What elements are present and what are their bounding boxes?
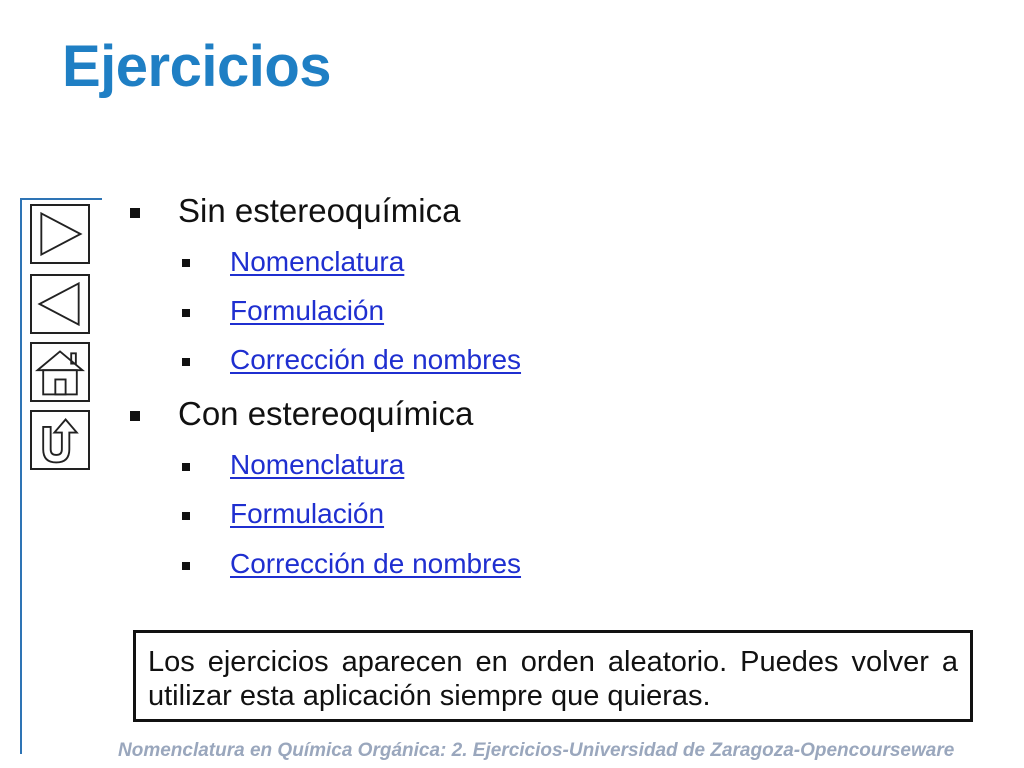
bullet xyxy=(182,309,190,317)
bullet xyxy=(182,358,190,366)
section-heading-sin-estereoquimica: Sin estereoquímica xyxy=(178,192,461,229)
bullet-section-1 xyxy=(130,208,140,218)
next-icon xyxy=(32,206,88,262)
link-formulacion-con[interactable]: Formulación xyxy=(230,498,385,529)
section-heading-con-estereoquimica: Con estereoquímica xyxy=(178,395,474,432)
footer-text: Nomenclatura en Química Orgánica: 2. Ejercicios-Universidad de Zaragoza-Opencourseware xyxy=(118,740,955,761)
link-nomenclatura-sin[interactable]: Nomenclatura xyxy=(230,246,405,277)
slide-title: Ejercicios xyxy=(62,34,332,99)
bullet xyxy=(182,463,190,471)
home-button[interactable] xyxy=(30,342,90,402)
previous-icon xyxy=(32,276,88,332)
previous-button[interactable] xyxy=(30,274,90,334)
link-correccion-con[interactable]: Corrección de nombres xyxy=(230,548,522,579)
link-nomenclatura-con[interactable]: Nomenclatura xyxy=(230,449,405,480)
home-icon xyxy=(32,344,88,400)
bullet xyxy=(182,259,190,267)
info-note: Los ejercicios aparecen en orden aleatorio. Puedes volver a utilizar esta aplicación siempre que quieras. xyxy=(133,630,973,722)
next-button[interactable] xyxy=(30,204,90,264)
link-correccion-sin[interactable]: Corrección de nombres xyxy=(230,344,522,375)
bullet xyxy=(182,562,190,570)
bullet-section-2 xyxy=(130,411,140,421)
link-formulacion-sin[interactable]: Formulación xyxy=(230,295,385,326)
return-button[interactable] xyxy=(30,410,90,470)
bullet xyxy=(182,512,190,520)
return-icon xyxy=(32,412,88,468)
